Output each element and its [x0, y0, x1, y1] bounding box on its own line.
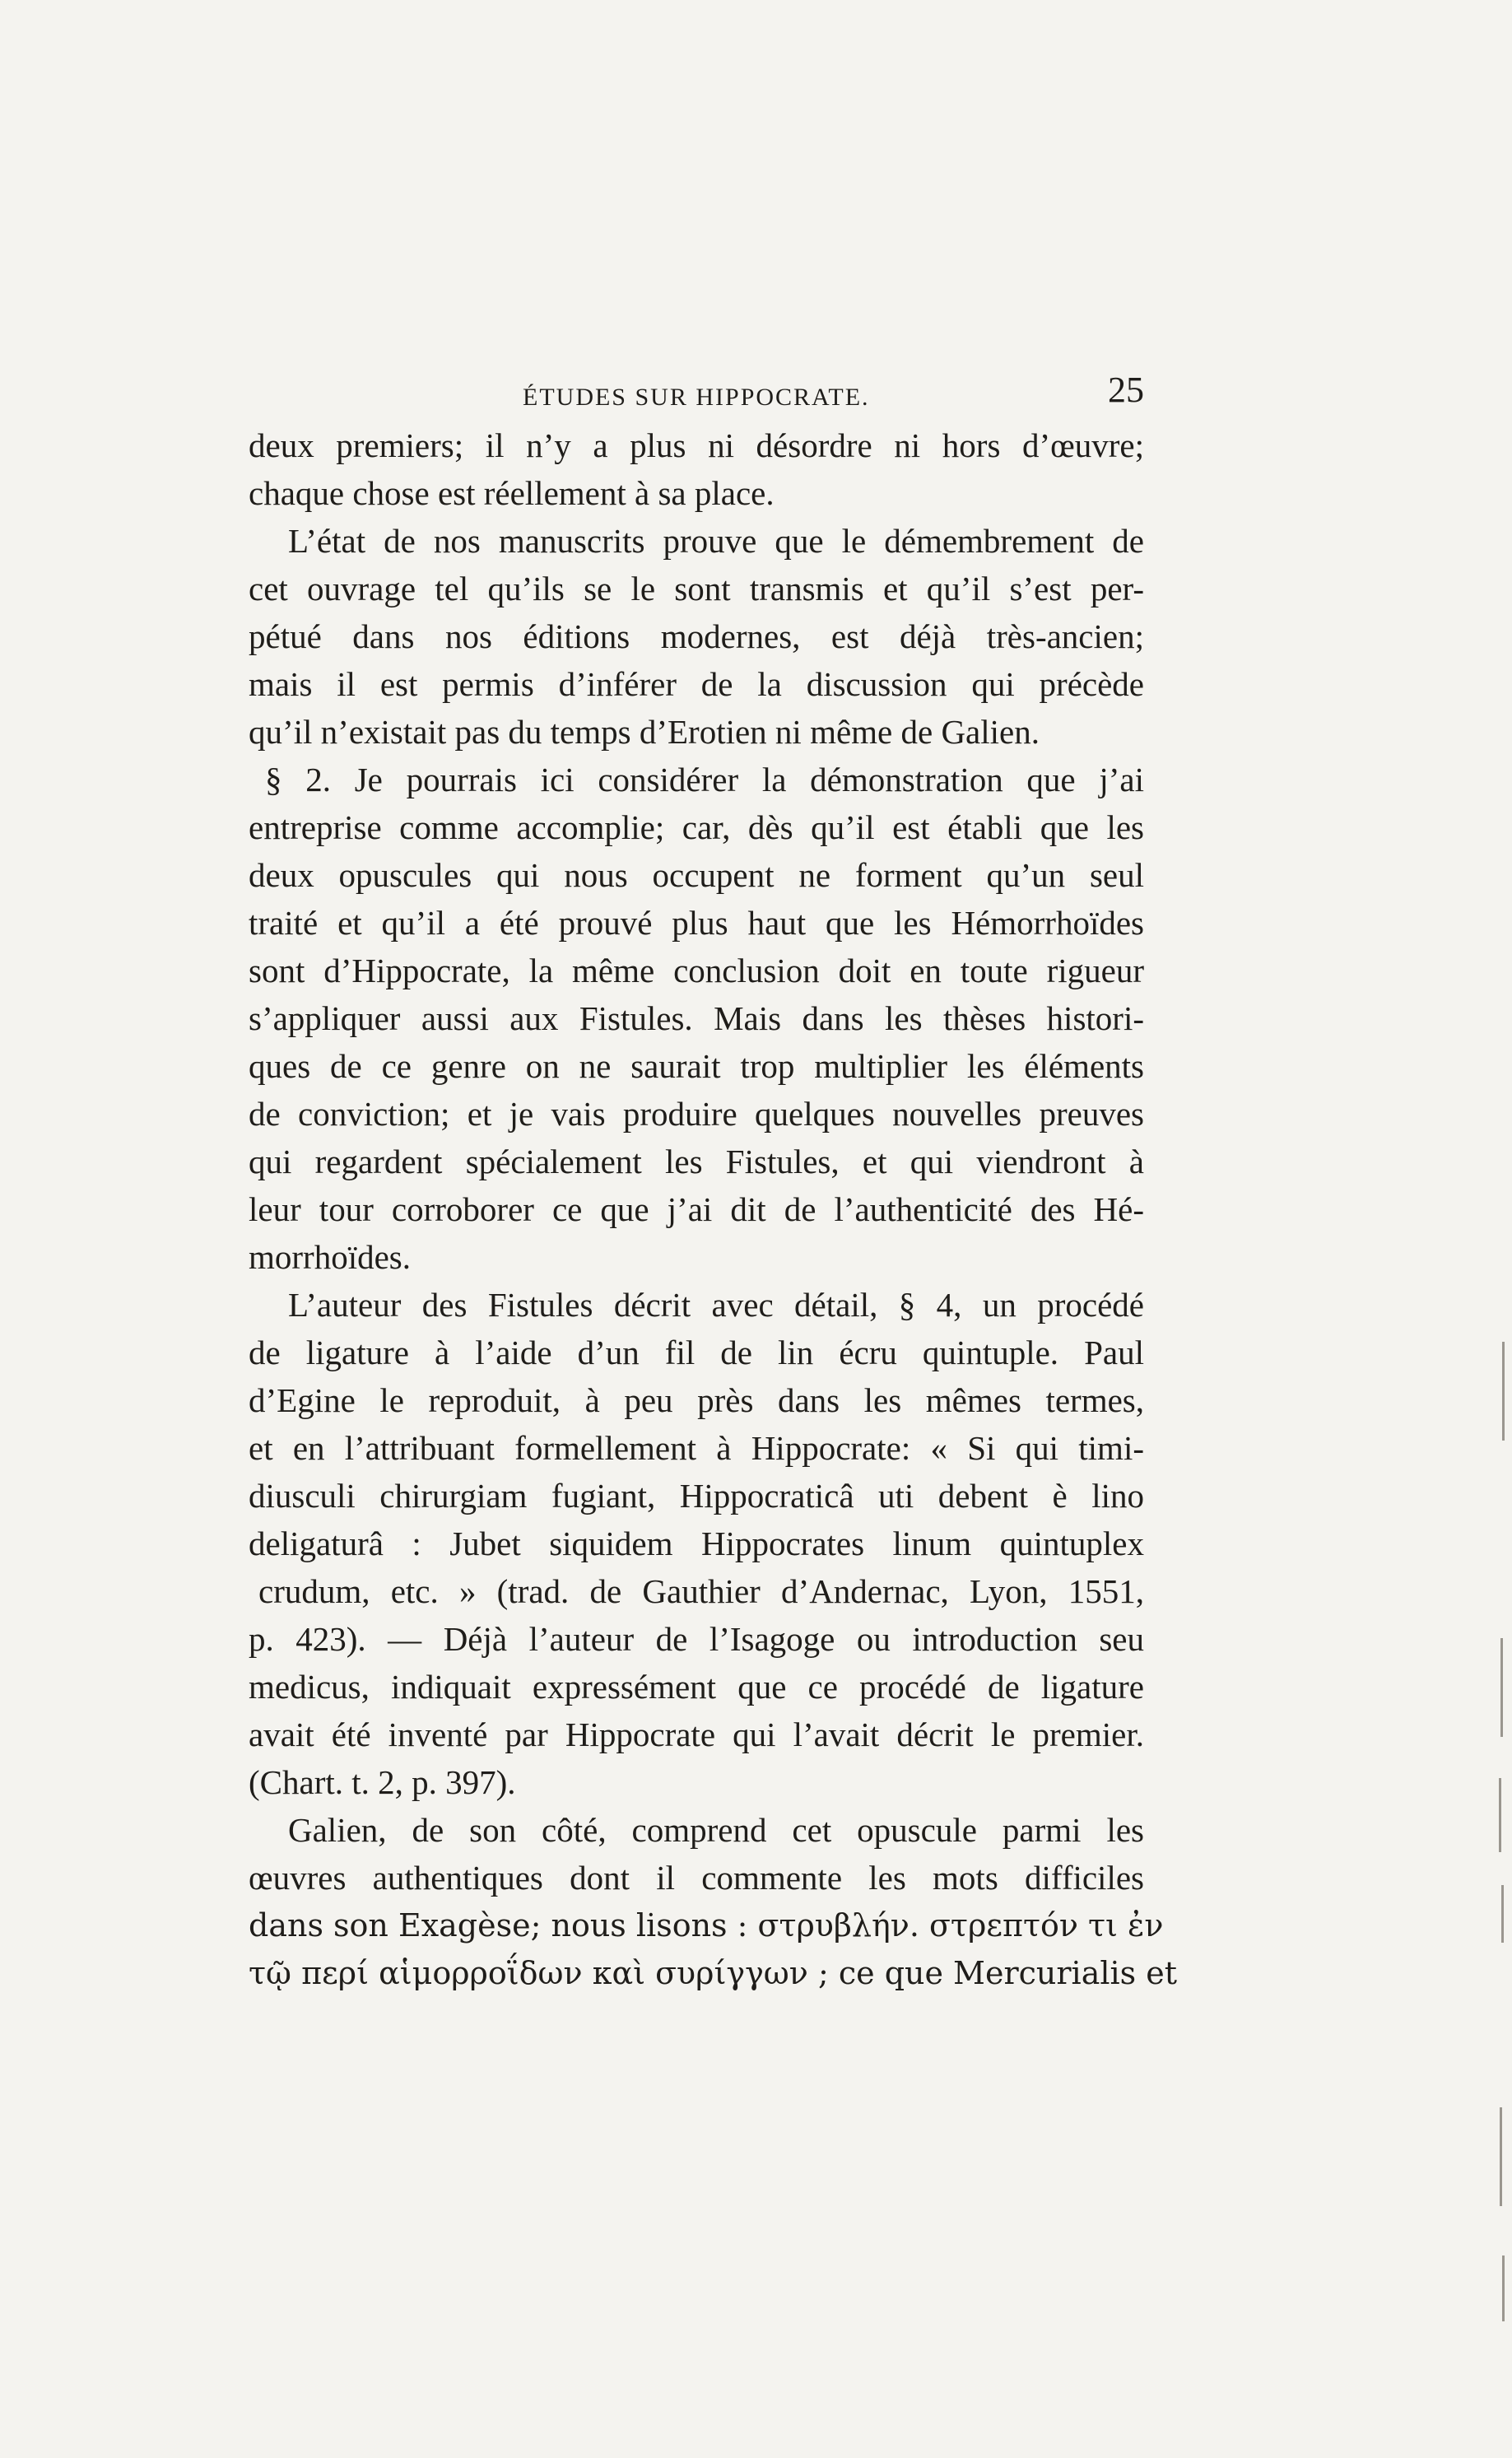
text-line: avait été inventé par Hippocrate qui l’avait décrit le premier.	[249, 1715, 1144, 1753]
text-line: medicus, indiquait expressément que ce procédé de ligature	[249, 1668, 1144, 1706]
text-line: crudum, etc. » (trad. de Gauthier d’Andernac, Lyon, 1551,	[258, 1572, 1144, 1610]
margin-scan-mark	[1500, 2107, 1502, 2206]
text-line: qui regardent spécialement les Fistules, et qui viendront à	[249, 1143, 1144, 1180]
body-text	[249, 421, 1177, 1997]
text-line: et en l’attribuant formellement à Hippocrate: « Si qui timi-	[249, 1429, 1144, 1467]
text-line: leur tour corroborer ce que j’ai dit de l’authenticité des Hé-	[249, 1190, 1144, 1228]
text-line: chaque chose est réellement à sa place.	[249, 474, 775, 512]
text-line: de ligature à l’aide d’un fil de lin écru quintuple. Paul	[249, 1334, 1144, 1371]
text-line: morrhoïdes.	[249, 1238, 411, 1276]
text-line: d’Egine le reproduit, à peu près dans les mêmes termes,	[249, 1381, 1144, 1419]
text-line: § 2. Je pourrais ici considérer la démonstration que j’ai	[265, 761, 1144, 798]
text-line: τῷ περί αἱμορροΐδων καὶ συρίγγων ; ce que Mercurialis et	[249, 1955, 1177, 1991]
text-line: cet ouvrage tel qu’ils se le sont transmis et qu’il s’est per-	[249, 570, 1144, 608]
text-line: qu’il n’existait pas du temps d’Erotien ni même de Galien.	[249, 713, 1040, 751]
text-line: pétué dans nos éditions modernes, est déjà très-ancien;	[249, 617, 1144, 655]
text-line: L’auteur des Fistules décrit avec détail, § 4, un procédé	[288, 1286, 1144, 1324]
running-head: ÉTUDES SUR HIPPOCRATE.	[523, 384, 870, 411]
text-line: Galien, de son côté, comprend cet opuscule parmi les	[288, 1811, 1144, 1849]
text-line: deligaturâ : Jubet siquidem Hippocrates linum quintuplex	[249, 1525, 1144, 1562]
text-line: s’appliquer aussi aux Fistules. Mais dans les thèses histori-	[249, 999, 1144, 1037]
page-number: 25	[1108, 370, 1144, 410]
text-line: œuvres authentiques dont il commente les mots difficiles	[249, 1859, 1144, 1897]
text-line: L’état de nos manuscrits prouve que le démembrement de	[288, 522, 1144, 560]
margin-scan-mark	[1502, 1342, 1505, 1441]
margin-scan-mark	[1500, 1638, 1503, 1737]
text-line: dans son Exagèse; nous lisons : στρυβλήν. στρεπτόν τι ἐν	[249, 1907, 1164, 1944]
margin-scan-mark	[1501, 1885, 1504, 1943]
text-line: ques de ce genre on ne saurait trop multiplier les éléments	[249, 1047, 1144, 1085]
text-line: sont d’Hippocrate, la même conclusion doit en toute rigueur	[249, 952, 1144, 989]
text-line: traité et qu’il a été prouvé plus haut que les Hémorrhoïdes	[249, 904, 1144, 942]
margin-scan-mark	[1502, 2255, 1505, 2321]
page-header	[249, 369, 1144, 426]
text-line: deux opuscules qui nous occupent ne forment qu’un seul	[249, 856, 1144, 894]
text-line: entreprise comme accomplie; car, dès qu’il est établi que les	[249, 808, 1144, 846]
text-line: p. 423). — Déjà l’auteur de l’Isagoge ou introduction seu	[249, 1620, 1144, 1658]
text-line: diusculi chirurgiam fugiant, Hippocraticâ uti debent è lino	[249, 1477, 1144, 1515]
text-line: mais il est permis d’inférer de la discussion qui précède	[249, 665, 1144, 703]
text-line: de conviction; et je vais produire quelques nouvelles preuves	[249, 1095, 1144, 1133]
text-line: deux premiers; il n’y a plus ni désordre ni hors d’œuvre;	[249, 426, 1144, 464]
margin-scan-mark	[1499, 1778, 1501, 1852]
text-line: (Chart. t. 2, p. 397).	[249, 1763, 516, 1801]
